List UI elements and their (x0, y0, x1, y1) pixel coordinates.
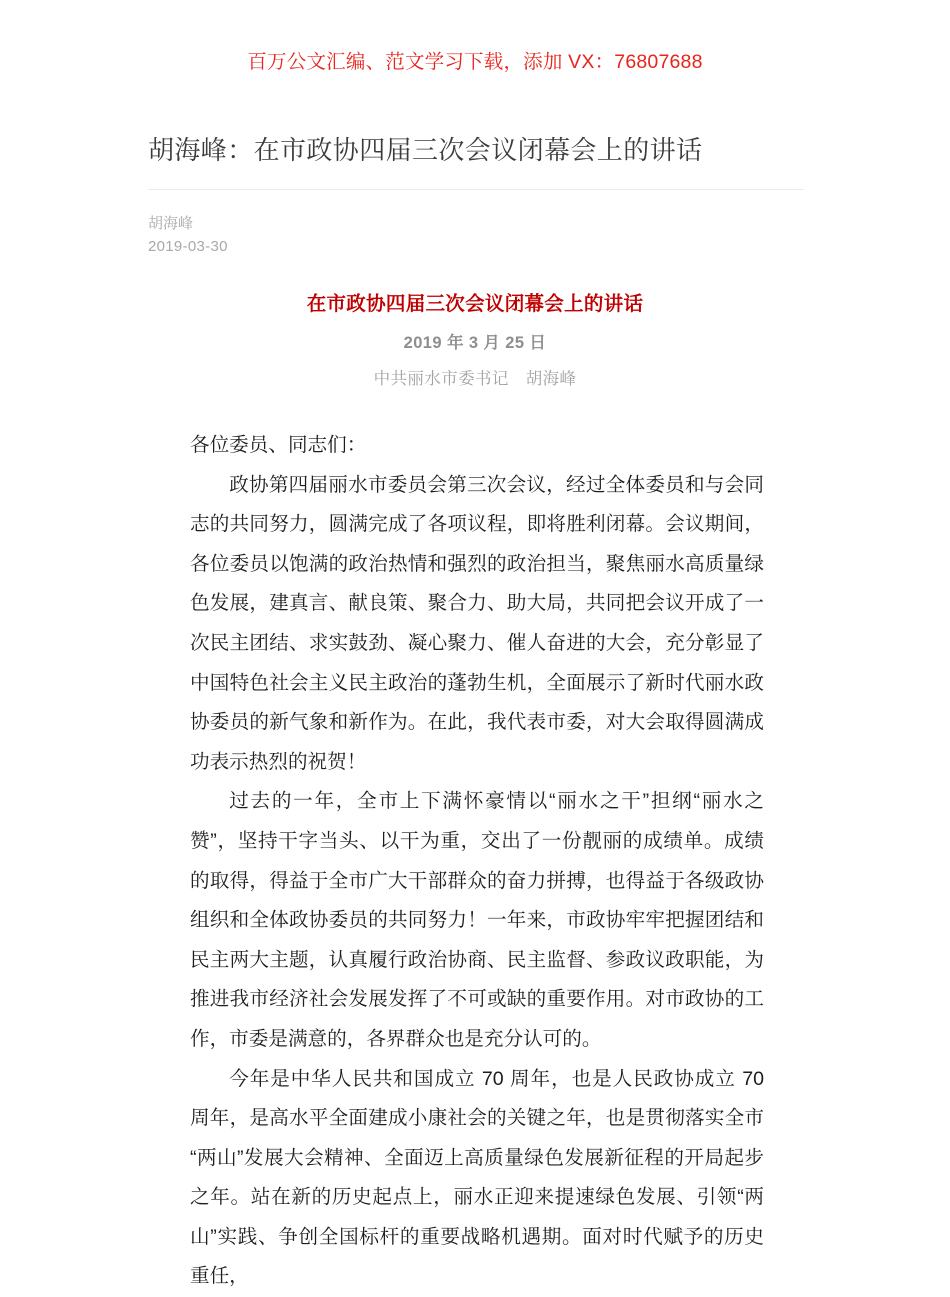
promo-banner-text: 百万公文汇编、范文学习下载，添加 VX：76807688 (0, 48, 950, 76)
title-divider (148, 189, 804, 190)
page-title: 胡海峰：在市政协四届三次会议闭幕会上的讲话 (148, 130, 804, 170)
article-publish-date: 2019-03-30 (148, 235, 804, 258)
document-byline: 中共丽水市委书记 胡海峰 (0, 364, 950, 394)
document-heading: 在市政协四届三次会议闭幕会上的讲话 (0, 289, 950, 319)
document-body (0, 426, 950, 1297)
article-meta (148, 212, 804, 258)
article-author: 胡海峰 (148, 212, 804, 235)
document-date-line: 2019 年 3 月 25 日 (0, 328, 950, 358)
document-content (0, 289, 950, 1297)
document-paragraph: 政协第四届丽水市委员会第三次会议，经过全体委员和与会同志的共同努力，圆满完成了各项议程，即将胜利闭幕。会议期间，各位委员以饱满的政治热情和强烈的政治担当，聚焦丽水高质量绿色发展，建真言、献良策、聚合力、助大局，共同把会议开成了一次民主团结、求实鼓劲、凝心聚力、催人奋进的大会，充分彰显了中国特色社会主义民主政治的蓬勃生机，全面展示了新时代丽水政协委员的新气象和新作为。在此，我代表市委，对大会取得圆满成功表示热烈的祝贺！ (190, 466, 764, 783)
document-paragraph: 过去的一年，全市上下满怀豪情以“丽水之干”担纲“丽水之赞”，坚持干字当头、以干为重，交出了一份靓丽的成绩单。成绩的取得，得益于全市广大干部群众的奋力拼搏，也得益于各级政协组织和全体政协委员的共同努力！一年来，市政协牢牢把握团结和民主两大主题，认真履行政治协商、民主监督、参政议政职能，为推进我市经济社会发展发挥了不可或缺的重要作用。对市政协的工作，市委是满意的，各界群众也是充分认可的。 (190, 782, 764, 1059)
document-paragraph: 今年是中华人民共和国成立 70 周年，也是人民政协成立 70 周年，是高水平全面建成小康社会的关键之年，也是贯彻落实全市“两山”发展大会精神、全面迈上高质量绿色发展新征程的开局起步之年。站在新的历史起点上，丽水正迎来提速绿色发展、引领“两山”实践、争创全国标杆的重要战略机遇期。面对时代赋予的历史重任， (190, 1060, 764, 1297)
document-paragraph: 各位委员、同志们： (190, 426, 764, 466)
article-header (148, 130, 804, 258)
